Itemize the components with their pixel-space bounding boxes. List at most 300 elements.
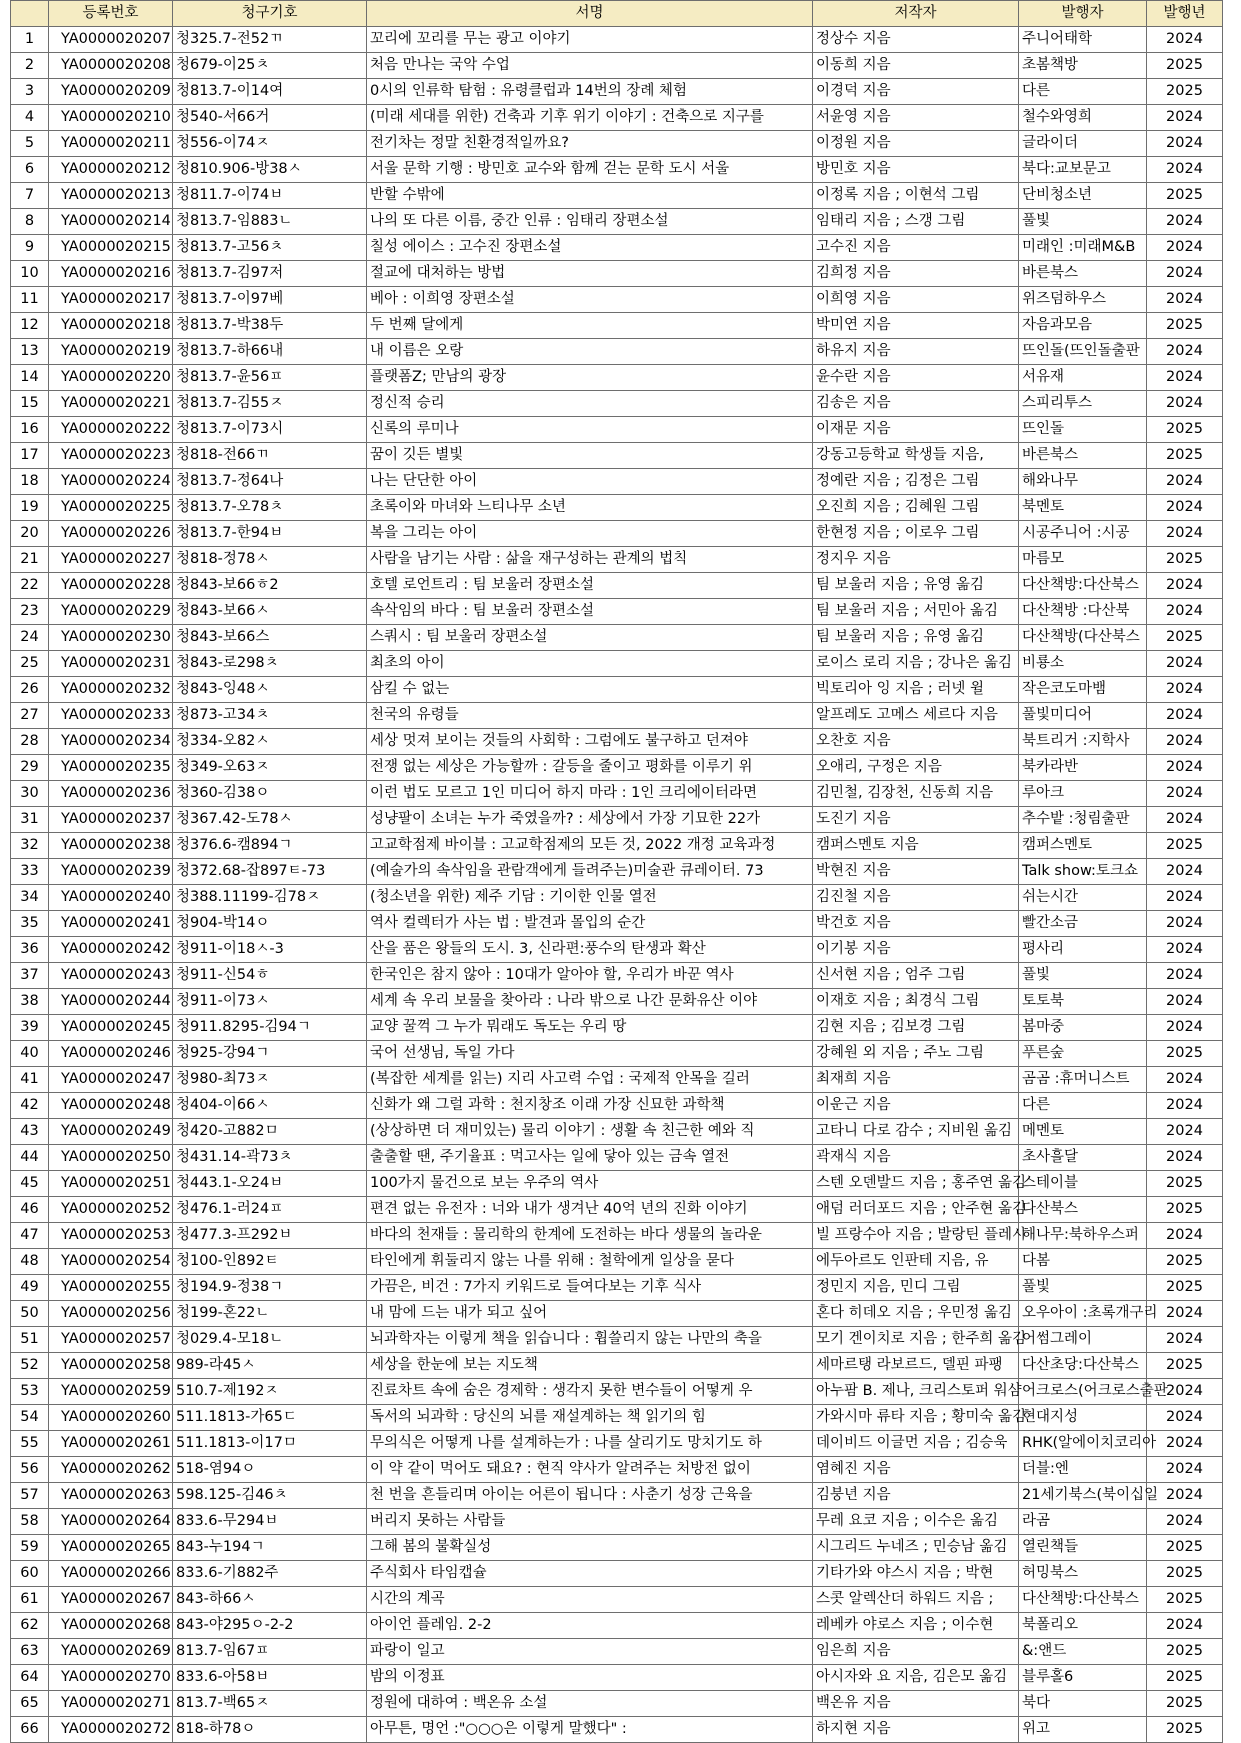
registration-number-cell[interactable]: YA0000020226 (49, 521, 173, 547)
header-cell-call-number[interactable]: 청구기호 (173, 1, 367, 27)
author-cell[interactable]: 윤수란 지음 (813, 365, 1019, 391)
author-cell[interactable]: 아누팜 B. 제나, 크리스토퍼 워샴 (813, 1379, 1019, 1405)
row-number-cell[interactable]: 52 (11, 1353, 49, 1379)
registration-number-cell[interactable]: YA0000020271 (49, 1691, 173, 1717)
registration-number-cell[interactable]: YA0000020214 (49, 209, 173, 235)
call-number-cell[interactable]: 청476.1-러24ㅍ (173, 1197, 367, 1223)
row-number-cell[interactable]: 58 (11, 1509, 49, 1535)
year-cell[interactable]: 2024 (1147, 781, 1223, 807)
registration-number-cell[interactable]: YA0000020264 (49, 1509, 173, 1535)
call-number-cell[interactable]: 989-라45ㅅ (173, 1353, 367, 1379)
publisher-cell[interactable]: 다산북스 (1019, 1197, 1147, 1223)
row-number-cell[interactable]: 26 (11, 677, 49, 703)
year-cell[interactable]: 2024 (1147, 1405, 1223, 1431)
year-cell[interactable]: 2024 (1147, 27, 1223, 53)
title-cell[interactable]: 이런 법도 모르고 1인 미디어 하지 마라 : 1인 크리에이터라면 (367, 781, 813, 807)
registration-number-cell[interactable]: YA0000020265 (49, 1535, 173, 1561)
row-number-cell[interactable]: 10 (11, 261, 49, 287)
row-number-cell[interactable]: 46 (11, 1197, 49, 1223)
row-number-cell[interactable]: 57 (11, 1483, 49, 1509)
registration-number-cell[interactable]: YA0000020213 (49, 183, 173, 209)
author-cell[interactable]: 이재문 지음 (813, 417, 1019, 443)
registration-number-cell[interactable]: YA0000020225 (49, 495, 173, 521)
title-cell[interactable]: 전쟁 없는 세상은 가능할까 : 갈등을 줄이고 평화를 이루기 위 (367, 755, 813, 781)
row-number-cell[interactable]: 49 (11, 1275, 49, 1301)
author-cell[interactable]: 박건호 지음 (813, 911, 1019, 937)
call-number-cell[interactable]: 청443.1-오24ㅂ (173, 1171, 367, 1197)
year-cell[interactable]: 2024 (1147, 1431, 1223, 1457)
author-cell[interactable]: 혼다 히데오 지음 ; 우민정 옮김 (813, 1301, 1019, 1327)
registration-number-cell[interactable]: YA0000020242 (49, 937, 173, 963)
registration-number-cell[interactable]: YA0000020237 (49, 807, 173, 833)
year-cell[interactable]: 2025 (1147, 1249, 1223, 1275)
call-number-cell[interactable]: 청388.11199-김78ㅈ (173, 885, 367, 911)
year-cell[interactable]: 2024 (1147, 989, 1223, 1015)
row-number-cell[interactable]: 60 (11, 1561, 49, 1587)
call-number-cell[interactable]: 청843-로298ㅊ (173, 651, 367, 677)
publisher-cell[interactable]: 열린책들 (1019, 1535, 1147, 1561)
call-number-cell[interactable]: 833.6-무294ㅂ (173, 1509, 367, 1535)
author-cell[interactable]: 서윤영 지음 (813, 105, 1019, 131)
row-number-cell[interactable]: 63 (11, 1639, 49, 1665)
registration-number-cell[interactable]: YA0000020243 (49, 963, 173, 989)
registration-number-cell[interactable]: YA0000020249 (49, 1119, 173, 1145)
year-cell[interactable]: 2025 (1147, 443, 1223, 469)
publisher-cell[interactable]: 자음과모음 (1019, 313, 1147, 339)
row-number-cell[interactable]: 33 (11, 859, 49, 885)
author-cell[interactable]: 아시자와 요 지음, 김은모 옮김 (813, 1665, 1019, 1691)
year-cell[interactable]: 2024 (1147, 1301, 1223, 1327)
call-number-cell[interactable]: 청873-고34ㅊ (173, 703, 367, 729)
row-number-cell[interactable]: 35 (11, 911, 49, 937)
title-cell[interactable]: 100가지 물건으로 보는 우주의 역사 (367, 1171, 813, 1197)
title-cell[interactable]: 무의식은 어떻게 나를 설계하는가 : 나를 살리기도 망치기도 하 (367, 1431, 813, 1457)
call-number-cell[interactable]: 청818-전66ㄲ (173, 443, 367, 469)
year-cell[interactable]: 2024 (1147, 1379, 1223, 1405)
registration-number-cell[interactable]: YA0000020267 (49, 1587, 173, 1613)
year-cell[interactable]: 2024 (1147, 807, 1223, 833)
year-cell[interactable]: 2025 (1147, 313, 1223, 339)
title-cell[interactable]: 버리지 못하는 사람들 (367, 1509, 813, 1535)
call-number-cell[interactable]: 청813.7-윤56ㅍ (173, 365, 367, 391)
year-cell[interactable]: 2024 (1147, 235, 1223, 261)
year-cell[interactable]: 2024 (1147, 1119, 1223, 1145)
publisher-cell[interactable]: 북트리거 :지학사 (1019, 729, 1147, 755)
row-number-cell[interactable]: 64 (11, 1665, 49, 1691)
author-cell[interactable]: 팀 보울러 지음 ; 서민아 옮김 (813, 599, 1019, 625)
registration-number-cell[interactable]: YA0000020250 (49, 1145, 173, 1171)
registration-number-cell[interactable]: YA0000020253 (49, 1223, 173, 1249)
publisher-cell[interactable]: 빨간소금 (1019, 911, 1147, 937)
registration-number-cell[interactable]: YA0000020245 (49, 1015, 173, 1041)
author-cell[interactable]: 오애리, 구정은 지음 (813, 755, 1019, 781)
call-number-cell[interactable]: 843-야295ㅇ-2-2 (173, 1613, 367, 1639)
header-cell-year[interactable]: 발행년 (1147, 1, 1223, 27)
publisher-cell[interactable]: Talk show:토크쇼 (1019, 859, 1147, 885)
author-cell[interactable]: 이정록 지음 ; 이현석 그림 (813, 183, 1019, 209)
publisher-cell[interactable]: 캠퍼스멘토 (1019, 833, 1147, 859)
call-number-cell[interactable]: 청843-보66스 (173, 625, 367, 651)
registration-number-cell[interactable]: YA0000020210 (49, 105, 173, 131)
author-cell[interactable]: 스콧 알렉산더 하워드 지음 ; (813, 1587, 1019, 1613)
registration-number-cell[interactable]: YA0000020221 (49, 391, 173, 417)
call-number-cell[interactable]: 청199-혼22ㄴ (173, 1301, 367, 1327)
publisher-cell[interactable]: 더블:엔 (1019, 1457, 1147, 1483)
title-cell[interactable]: 이 약 같이 먹어도 돼요? : 현직 약사가 알려주는 처방전 없이 (367, 1457, 813, 1483)
call-number-cell[interactable]: 청813.7-이97베 (173, 287, 367, 313)
title-cell[interactable]: (예술가의 속삭임을 관람객에게 들려주는)미술관 큐레이터. 73 (367, 859, 813, 885)
publisher-cell[interactable]: 다산책방:다산북스 (1019, 573, 1147, 599)
author-cell[interactable]: 김현 지음 ; 김보경 그림 (813, 1015, 1019, 1041)
call-number-cell[interactable]: 598.125-김46ㅊ (173, 1483, 367, 1509)
publisher-cell[interactable]: 북카라반 (1019, 755, 1147, 781)
publisher-cell[interactable]: 초사흘달 (1019, 1145, 1147, 1171)
row-number-cell[interactable]: 50 (11, 1301, 49, 1327)
call-number-cell[interactable]: 청679-이25ㅊ (173, 53, 367, 79)
row-number-cell[interactable]: 4 (11, 105, 49, 131)
author-cell[interactable]: 세마르탱 라보르드, 델핀 파팽 (813, 1353, 1019, 1379)
row-number-cell[interactable]: 1 (11, 27, 49, 53)
title-cell[interactable]: 0시의 인류학 탐험 : 유령클럽과 14번의 장례 체험 (367, 79, 813, 105)
publisher-cell[interactable]: 시공주니어 :시공 (1019, 521, 1147, 547)
publisher-cell[interactable]: 풀빛 (1019, 209, 1147, 235)
year-cell[interactable]: 2025 (1147, 1041, 1223, 1067)
publisher-cell[interactable]: RHK(알에이치코리아 (1019, 1431, 1147, 1457)
publisher-cell[interactable]: 다봄 (1019, 1249, 1147, 1275)
publisher-cell[interactable]: 21세기북스(북이십일 (1019, 1483, 1147, 1509)
author-cell[interactable]: 박현진 지음 (813, 859, 1019, 885)
year-cell[interactable]: 2024 (1147, 599, 1223, 625)
publisher-cell[interactable]: 다산초당:다산북스 (1019, 1353, 1147, 1379)
registration-number-cell[interactable]: YA0000020216 (49, 261, 173, 287)
call-number-cell[interactable]: 청813.7-한94ㅂ (173, 521, 367, 547)
title-cell[interactable]: 진료차트 속에 숨은 경제학 : 생각지 못한 변수들이 어떻게 우 (367, 1379, 813, 1405)
publisher-cell[interactable]: 봄마중 (1019, 1015, 1147, 1041)
title-cell[interactable]: 사람을 남기는 사람 : 삶을 재구성하는 관계의 법칙 (367, 547, 813, 573)
registration-number-cell[interactable]: YA0000020220 (49, 365, 173, 391)
registration-number-cell[interactable]: YA0000020251 (49, 1171, 173, 1197)
registration-number-cell[interactable]: YA0000020241 (49, 911, 173, 937)
registration-number-cell[interactable]: YA0000020238 (49, 833, 173, 859)
year-cell[interactable]: 2024 (1147, 651, 1223, 677)
call-number-cell[interactable]: 청431.14-곽73ㅊ (173, 1145, 367, 1171)
call-number-cell[interactable]: 청540-서66거 (173, 105, 367, 131)
publisher-cell[interactable]: 북다:교보문고 (1019, 157, 1147, 183)
row-number-cell[interactable]: 13 (11, 339, 49, 365)
year-cell[interactable]: 2024 (1147, 1145, 1223, 1171)
author-cell[interactable]: 빌 프랑수아 지음 ; 발랑틴 플레시 (813, 1223, 1019, 1249)
title-cell[interactable]: (청소년을 위한) 제주 기담 : 기이한 인물 열전 (367, 885, 813, 911)
year-cell[interactable]: 2024 (1147, 703, 1223, 729)
author-cell[interactable]: 이기봉 지음 (813, 937, 1019, 963)
year-cell[interactable]: 2024 (1147, 105, 1223, 131)
author-cell[interactable]: 신서현 지음 ; 엄주 그림 (813, 963, 1019, 989)
author-cell[interactable]: 스텐 오덴발드 지음 ; 홍주연 옮김 (813, 1171, 1019, 1197)
row-number-cell[interactable]: 17 (11, 443, 49, 469)
year-cell[interactable]: 2024 (1147, 729, 1223, 755)
publisher-cell[interactable]: 초봄책방 (1019, 53, 1147, 79)
title-cell[interactable]: 독서의 뇌과학 : 당신의 뇌를 재설계하는 책 읽기의 힘 (367, 1405, 813, 1431)
title-cell[interactable]: 산을 품은 왕들의 도시. 3, 신라편:풍수의 탄생과 확산 (367, 937, 813, 963)
registration-number-cell[interactable]: YA0000020235 (49, 755, 173, 781)
title-cell[interactable]: 스쿼시 : 팀 보울러 장편소설 (367, 625, 813, 651)
call-number-cell[interactable]: 청420-고882ㅁ (173, 1119, 367, 1145)
call-number-cell[interactable]: 청349-오63ㅈ (173, 755, 367, 781)
year-cell[interactable]: 2024 (1147, 469, 1223, 495)
registration-number-cell[interactable]: YA0000020218 (49, 313, 173, 339)
author-cell[interactable]: 로이스 로리 지음 ; 강나은 옮김 (813, 651, 1019, 677)
title-cell[interactable]: 플랫폼Z; 만남의 광장 (367, 365, 813, 391)
call-number-cell[interactable]: 청911.8295-김94ㄱ (173, 1015, 367, 1041)
year-cell[interactable]: 2024 (1147, 521, 1223, 547)
row-number-cell[interactable]: 15 (11, 391, 49, 417)
author-cell[interactable]: 정상수 지음 (813, 27, 1019, 53)
row-number-cell[interactable]: 30 (11, 781, 49, 807)
title-cell[interactable]: 반할 수밖에 (367, 183, 813, 209)
title-cell[interactable]: 성냥팔이 소녀는 누가 죽였을까? : 세상에서 가장 기묘한 22가 (367, 807, 813, 833)
call-number-cell[interactable]: 청980-최73ㅈ (173, 1067, 367, 1093)
year-cell[interactable]: 2025 (1147, 833, 1223, 859)
row-number-cell[interactable]: 43 (11, 1119, 49, 1145)
row-number-cell[interactable]: 29 (11, 755, 49, 781)
year-cell[interactable]: 2025 (1147, 1275, 1223, 1301)
title-cell[interactable]: 역사 컬렉터가 사는 법 : 발견과 몰입의 순간 (367, 911, 813, 937)
publisher-cell[interactable]: 북멘토 (1019, 495, 1147, 521)
publisher-cell[interactable]: 해나무:북하우스퍼 (1019, 1223, 1147, 1249)
publisher-cell[interactable]: 평사리 (1019, 937, 1147, 963)
call-number-cell[interactable]: 청360-김38ㅇ (173, 781, 367, 807)
year-cell[interactable]: 2024 (1147, 287, 1223, 313)
call-number-cell[interactable]: 청325.7-전52ㄲ (173, 27, 367, 53)
title-cell[interactable]: 나의 또 다른 이름, 중간 인류 : 임태리 장편소설 (367, 209, 813, 235)
registration-number-cell[interactable]: YA0000020224 (49, 469, 173, 495)
year-cell[interactable]: 2025 (1147, 1587, 1223, 1613)
row-number-cell[interactable]: 48 (11, 1249, 49, 1275)
author-cell[interactable]: 백온유 지음 (813, 1691, 1019, 1717)
registration-number-cell[interactable]: YA0000020227 (49, 547, 173, 573)
year-cell[interactable]: 2024 (1147, 1067, 1223, 1093)
registration-number-cell[interactable]: YA0000020248 (49, 1093, 173, 1119)
registration-number-cell[interactable]: YA0000020229 (49, 599, 173, 625)
author-cell[interactable]: 고타니 다로 감수 ; 지비원 옮김 (813, 1119, 1019, 1145)
call-number-cell[interactable]: 청911-이18ㅅ-3 (173, 937, 367, 963)
publisher-cell[interactable]: 쉬는시간 (1019, 885, 1147, 911)
call-number-cell[interactable]: 청194.9-정38ㄱ (173, 1275, 367, 1301)
row-number-cell[interactable]: 55 (11, 1431, 49, 1457)
title-cell[interactable]: 아무튼, 명언 :"○○○은 이렇게 말했다" : (367, 1717, 813, 1743)
row-number-cell[interactable]: 36 (11, 937, 49, 963)
row-number-cell[interactable]: 21 (11, 547, 49, 573)
year-cell[interactable]: 2025 (1147, 625, 1223, 651)
call-number-cell[interactable]: 511.1813-이17ㅁ (173, 1431, 367, 1457)
publisher-cell[interactable]: 마름모 (1019, 547, 1147, 573)
publisher-cell[interactable]: 위고 (1019, 1717, 1147, 1743)
row-number-cell[interactable]: 32 (11, 833, 49, 859)
year-cell[interactable]: 2025 (1147, 53, 1223, 79)
title-cell[interactable]: 출출할 땐, 주기율표 : 먹고사는 일에 닿아 있는 금속 열전 (367, 1145, 813, 1171)
call-number-cell[interactable]: 청334-오82ㅅ (173, 729, 367, 755)
registration-number-cell[interactable]: YA0000020230 (49, 625, 173, 651)
registration-number-cell[interactable]: YA0000020260 (49, 1405, 173, 1431)
title-cell[interactable]: 삼킬 수 없는 (367, 677, 813, 703)
publisher-cell[interactable]: 뜨인돌 (1019, 417, 1147, 443)
title-cell[interactable]: (복잡한 세계를 읽는) 지리 사고력 수업 : 국제적 안목을 길러 (367, 1067, 813, 1093)
author-cell[interactable]: 무레 요코 지음 ; 이수은 옮김 (813, 1509, 1019, 1535)
registration-number-cell[interactable]: YA0000020254 (49, 1249, 173, 1275)
row-number-cell[interactable]: 28 (11, 729, 49, 755)
call-number-cell[interactable]: 813.7-임67ㅍ (173, 1639, 367, 1665)
author-cell[interactable]: 오진희 지음 ; 김혜원 그림 (813, 495, 1019, 521)
year-cell[interactable]: 2024 (1147, 1093, 1223, 1119)
title-cell[interactable]: 시간의 계곡 (367, 1587, 813, 1613)
publisher-cell[interactable]: 토토북 (1019, 989, 1147, 1015)
publisher-cell[interactable]: 철수와영희 (1019, 105, 1147, 131)
row-number-cell[interactable]: 62 (11, 1613, 49, 1639)
call-number-cell[interactable]: 청813.7-이73시 (173, 417, 367, 443)
registration-number-cell[interactable]: YA0000020268 (49, 1613, 173, 1639)
title-cell[interactable]: (상상하면 더 재미있는) 물리 이야기 : 생활 속 친근한 예와 직 (367, 1119, 813, 1145)
year-cell[interactable]: 2025 (1147, 1353, 1223, 1379)
title-cell[interactable]: 그해 봄의 불확실성 (367, 1535, 813, 1561)
publisher-cell[interactable]: 현대지성 (1019, 1405, 1147, 1431)
author-cell[interactable]: 가와시마 류타 지음 ; 황미숙 옮김 (813, 1405, 1019, 1431)
call-number-cell[interactable]: 818-하78ㅇ (173, 1717, 367, 1743)
year-cell[interactable]: 2024 (1147, 339, 1223, 365)
row-number-cell[interactable]: 40 (11, 1041, 49, 1067)
title-cell[interactable]: 천국의 유령들 (367, 703, 813, 729)
row-number-cell[interactable]: 42 (11, 1093, 49, 1119)
title-cell[interactable]: 최초의 아이 (367, 651, 813, 677)
row-number-cell[interactable]: 14 (11, 365, 49, 391)
call-number-cell[interactable]: 청925-강94ㄱ (173, 1041, 367, 1067)
registration-number-cell[interactable]: YA0000020258 (49, 1353, 173, 1379)
publisher-cell[interactable]: 다산책방 :다산북 (1019, 599, 1147, 625)
year-cell[interactable]: 2025 (1147, 1639, 1223, 1665)
author-cell[interactable]: 애덤 러더포드 지음 ; 안주현 옮김 (813, 1197, 1019, 1223)
publisher-cell[interactable]: 스테이블 (1019, 1171, 1147, 1197)
author-cell[interactable]: 염혜진 지음 (813, 1457, 1019, 1483)
publisher-cell[interactable]: 스피리투스 (1019, 391, 1147, 417)
row-number-cell[interactable]: 38 (11, 989, 49, 1015)
call-number-cell[interactable]: 청843-보66ㅅ (173, 599, 367, 625)
author-cell[interactable]: 강혜원 외 지음 ; 주노 그림 (813, 1041, 1019, 1067)
registration-number-cell[interactable]: YA0000020212 (49, 157, 173, 183)
call-number-cell[interactable]: 511.1813-가65ㄷ (173, 1405, 367, 1431)
call-number-cell[interactable]: 청818-정78ㅅ (173, 547, 367, 573)
year-cell[interactable]: 2024 (1147, 365, 1223, 391)
registration-number-cell[interactable]: YA0000020223 (49, 443, 173, 469)
registration-number-cell[interactable]: YA0000020244 (49, 989, 173, 1015)
registration-number-cell[interactable]: YA0000020209 (49, 79, 173, 105)
registration-number-cell[interactable]: YA0000020256 (49, 1301, 173, 1327)
publisher-cell[interactable]: 곰곰 :휴머니스트 (1019, 1067, 1147, 1093)
title-cell[interactable]: 칠성 에이스 : 고수진 장편소설 (367, 235, 813, 261)
registration-number-cell[interactable]: YA0000020236 (49, 781, 173, 807)
header-cell-publisher[interactable]: 발행자 (1019, 1, 1147, 27)
registration-number-cell[interactable]: YA0000020259 (49, 1379, 173, 1405)
title-cell[interactable]: 국어 선생님, 독일 가다 (367, 1041, 813, 1067)
title-cell[interactable]: 한국인은 참지 않아 : 10대가 알아야 할, 우리가 바꾼 역사 (367, 963, 813, 989)
title-cell[interactable]: 아이언 플레임. 2-2 (367, 1613, 813, 1639)
title-cell[interactable]: 복을 그리는 아이 (367, 521, 813, 547)
author-cell[interactable]: 캠퍼스멘토 지음 (813, 833, 1019, 859)
row-number-cell[interactable]: 61 (11, 1587, 49, 1613)
year-cell[interactable]: 2024 (1147, 209, 1223, 235)
title-cell[interactable]: 전기차는 정말 친환경적일까요? (367, 131, 813, 157)
year-cell[interactable]: 2024 (1147, 911, 1223, 937)
registration-number-cell[interactable]: YA0000020239 (49, 859, 173, 885)
call-number-cell[interactable]: 청843-보66ㅎ2 (173, 573, 367, 599)
row-number-cell[interactable]: 27 (11, 703, 49, 729)
row-number-cell[interactable]: 56 (11, 1457, 49, 1483)
registration-number-cell[interactable]: YA0000020219 (49, 339, 173, 365)
publisher-cell[interactable]: 추수밭 :청림출판 (1019, 807, 1147, 833)
call-number-cell[interactable]: 청911-신54ㅎ (173, 963, 367, 989)
author-cell[interactable]: 하유지 지음 (813, 339, 1019, 365)
row-number-cell[interactable]: 31 (11, 807, 49, 833)
registration-number-cell[interactable]: YA0000020263 (49, 1483, 173, 1509)
year-cell[interactable]: 2024 (1147, 1223, 1223, 1249)
publisher-cell[interactable]: 오우아이 :초록개구리 (1019, 1301, 1147, 1327)
registration-number-cell[interactable]: YA0000020231 (49, 651, 173, 677)
row-number-cell[interactable]: 23 (11, 599, 49, 625)
row-number-cell[interactable]: 47 (11, 1223, 49, 1249)
title-cell[interactable]: 정원에 대하여 : 백온유 소설 (367, 1691, 813, 1717)
year-cell[interactable]: 2025 (1147, 183, 1223, 209)
call-number-cell[interactable]: 843-하66ㅅ (173, 1587, 367, 1613)
publisher-cell[interactable]: 북폴리오 (1019, 1613, 1147, 1639)
author-cell[interactable]: 방민호 지음 (813, 157, 1019, 183)
registration-number-cell[interactable]: YA0000020208 (49, 53, 173, 79)
row-number-cell[interactable]: 59 (11, 1535, 49, 1561)
year-cell[interactable]: 2025 (1147, 1535, 1223, 1561)
call-number-cell[interactable]: 833.6-아58ㅂ (173, 1665, 367, 1691)
row-number-cell[interactable]: 65 (11, 1691, 49, 1717)
author-cell[interactable]: 에두아르도 인판테 지음, 유 (813, 1249, 1019, 1275)
publisher-cell[interactable]: 어썸그레이 (1019, 1327, 1147, 1353)
publisher-cell[interactable]: 뜨인돌(뜨인돌출판 (1019, 339, 1147, 365)
author-cell[interactable]: 빅토리아 잉 지음 ; 러넷 윌 (813, 677, 1019, 703)
title-cell[interactable]: 신록의 루미나 (367, 417, 813, 443)
title-cell[interactable]: 꼬리에 꼬리를 무는 광고 이야기 (367, 27, 813, 53)
publisher-cell[interactable]: 블루홀6 (1019, 1665, 1147, 1691)
call-number-cell[interactable]: 청029.4-모18ㄴ (173, 1327, 367, 1353)
publisher-cell[interactable]: 어크로스(어크로스출판 (1019, 1379, 1147, 1405)
publisher-cell[interactable]: 풀빛 (1019, 963, 1147, 989)
author-cell[interactable]: 도진기 지음 (813, 807, 1019, 833)
title-cell[interactable]: 편견 없는 유전자 : 너와 내가 생겨난 40억 년의 진화 이야기 (367, 1197, 813, 1223)
author-cell[interactable]: 이재호 지음 ; 최경식 그림 (813, 989, 1019, 1015)
row-number-cell[interactable]: 3 (11, 79, 49, 105)
call-number-cell[interactable]: 청376.6-캠894ㄱ (173, 833, 367, 859)
author-cell[interactable]: 이동희 지음 (813, 53, 1019, 79)
row-number-cell[interactable]: 6 (11, 157, 49, 183)
registration-number-cell[interactable]: YA0000020215 (49, 235, 173, 261)
year-cell[interactable]: 2024 (1147, 677, 1223, 703)
registration-number-cell[interactable]: YA0000020272 (49, 1717, 173, 1743)
title-cell[interactable]: 세상을 한눈에 보는 지도책 (367, 1353, 813, 1379)
author-cell[interactable]: 이정원 지음 (813, 131, 1019, 157)
call-number-cell[interactable]: 청556-이74ㅈ (173, 131, 367, 157)
call-number-cell[interactable]: 청904-박14ㅇ (173, 911, 367, 937)
author-cell[interactable]: 이경덕 지음 (813, 79, 1019, 105)
title-cell[interactable]: 고교학점제 바이블 : 고교학점제의 모든 것, 2022 개정 교육과정 (367, 833, 813, 859)
call-number-cell[interactable]: 청813.7-박38두 (173, 313, 367, 339)
author-cell[interactable]: 한현정 지음 ; 이로우 그림 (813, 521, 1019, 547)
year-cell[interactable]: 2024 (1147, 1509, 1223, 1535)
call-number-cell[interactable]: 청404-이66ㅅ (173, 1093, 367, 1119)
row-number-cell[interactable]: 19 (11, 495, 49, 521)
